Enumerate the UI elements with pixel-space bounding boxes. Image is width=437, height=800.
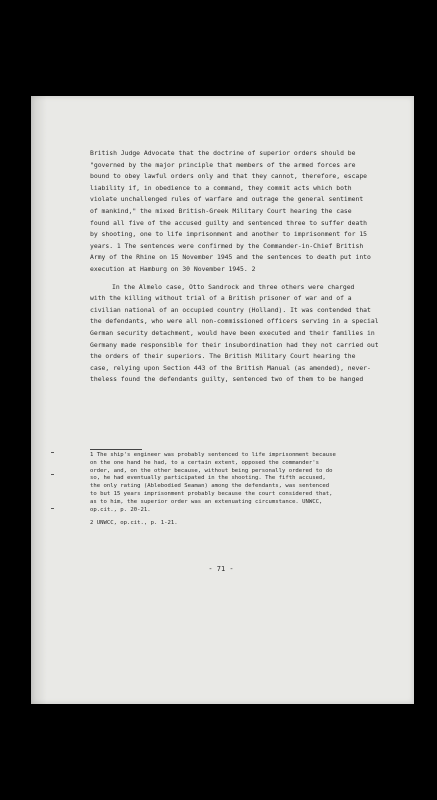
margin-mark <box>51 474 54 475</box>
footnote-line: as to him, the superior order was an extenuating circumstance. UNWCC, <box>90 498 323 505</box>
text-line: In the Almelo case, Otto Sandrock and three others were charged <box>112 282 355 291</box>
footnote-line: 2 UNWCC, op.cit., p. 1-21. <box>90 520 178 527</box>
footnotes <box>90 452 400 528</box>
text-line: violate unchallenged rules of warfare and outrage the general sentiment <box>90 195 364 204</box>
footnote-line: op.cit., p. 20-21. <box>90 506 151 513</box>
text-line: civilian national of an occupied country (Holland). It was contended that <box>90 305 371 314</box>
text-line: by shooting, one to life imprisonment and another to imprisonment for 15 <box>90 230 368 239</box>
footnote-line: so, he had eventually participated in the shooting. The fifth accused, <box>90 475 326 482</box>
text-line: German security detachment, would have been executed and their families in <box>90 328 375 337</box>
footnote-line: on the one hand he had, to a certain extent, opposed the commander's <box>90 459 320 466</box>
text-line: found all five of the accused guilty and sentenced three to suffer death <box>90 218 368 227</box>
page-edge-shading <box>31 96 47 704</box>
body-text <box>90 148 400 386</box>
document-page <box>31 96 414 704</box>
text-line: the defendants, who were all non-commissioned officers serving in a special <box>90 317 379 326</box>
text-line: theless found the defendants guilty, sentenced two of them to be hanged <box>90 375 364 384</box>
text-line: execution at Hamburg on 30 November 1945. 2 <box>90 264 256 273</box>
margin-mark <box>51 452 54 453</box>
text-line: bound to obey lawful orders only and that they cannot, therefore, escape <box>90 172 368 181</box>
text-line: of mankind," the mixed British-Greek Military Court hearing the case <box>90 206 352 215</box>
footnote-rule <box>90 449 142 450</box>
footnote-line: the only rating (Ablebodied Seaman) among the defendants, was sentenced <box>90 483 330 490</box>
text-line: liability if, in obedience to a command, they commit acts which both <box>90 183 352 192</box>
text-line: Germany made responsible for their insubordination had they not carried out <box>90 340 379 349</box>
text-line: case, relying upon Section 443 of the British Manual (as amended), never- <box>90 363 371 372</box>
text-line: "governed by the major principle that members of the armed forces are <box>90 160 356 169</box>
margin-mark <box>51 508 54 509</box>
text-line: British Judge Advocate that the doctrine of superior orders should be <box>90 149 356 157</box>
text-line: the orders of their superiors. The British Military Court hearing the <box>90 352 356 361</box>
footnote-line: order, and, on the other because, without being personally ordered to do <box>90 467 333 474</box>
footnote-line: 1 The ship's engineer was probably sentenced to life imprisonment because <box>90 452 336 458</box>
text-line: years. 1 The sentences were confirmed by the Commander-in-Chief British <box>90 241 364 250</box>
footnote-line: to but 15 years imprisonment probably because the court considered that, <box>90 490 333 497</box>
text-line: with the killing without trial of a British prisoner of war and of a <box>90 294 352 303</box>
page-number: - 71 - <box>208 565 234 573</box>
text-line: Army of the Rhine on 15 November 1945 and the sentences to death put into <box>90 253 371 262</box>
